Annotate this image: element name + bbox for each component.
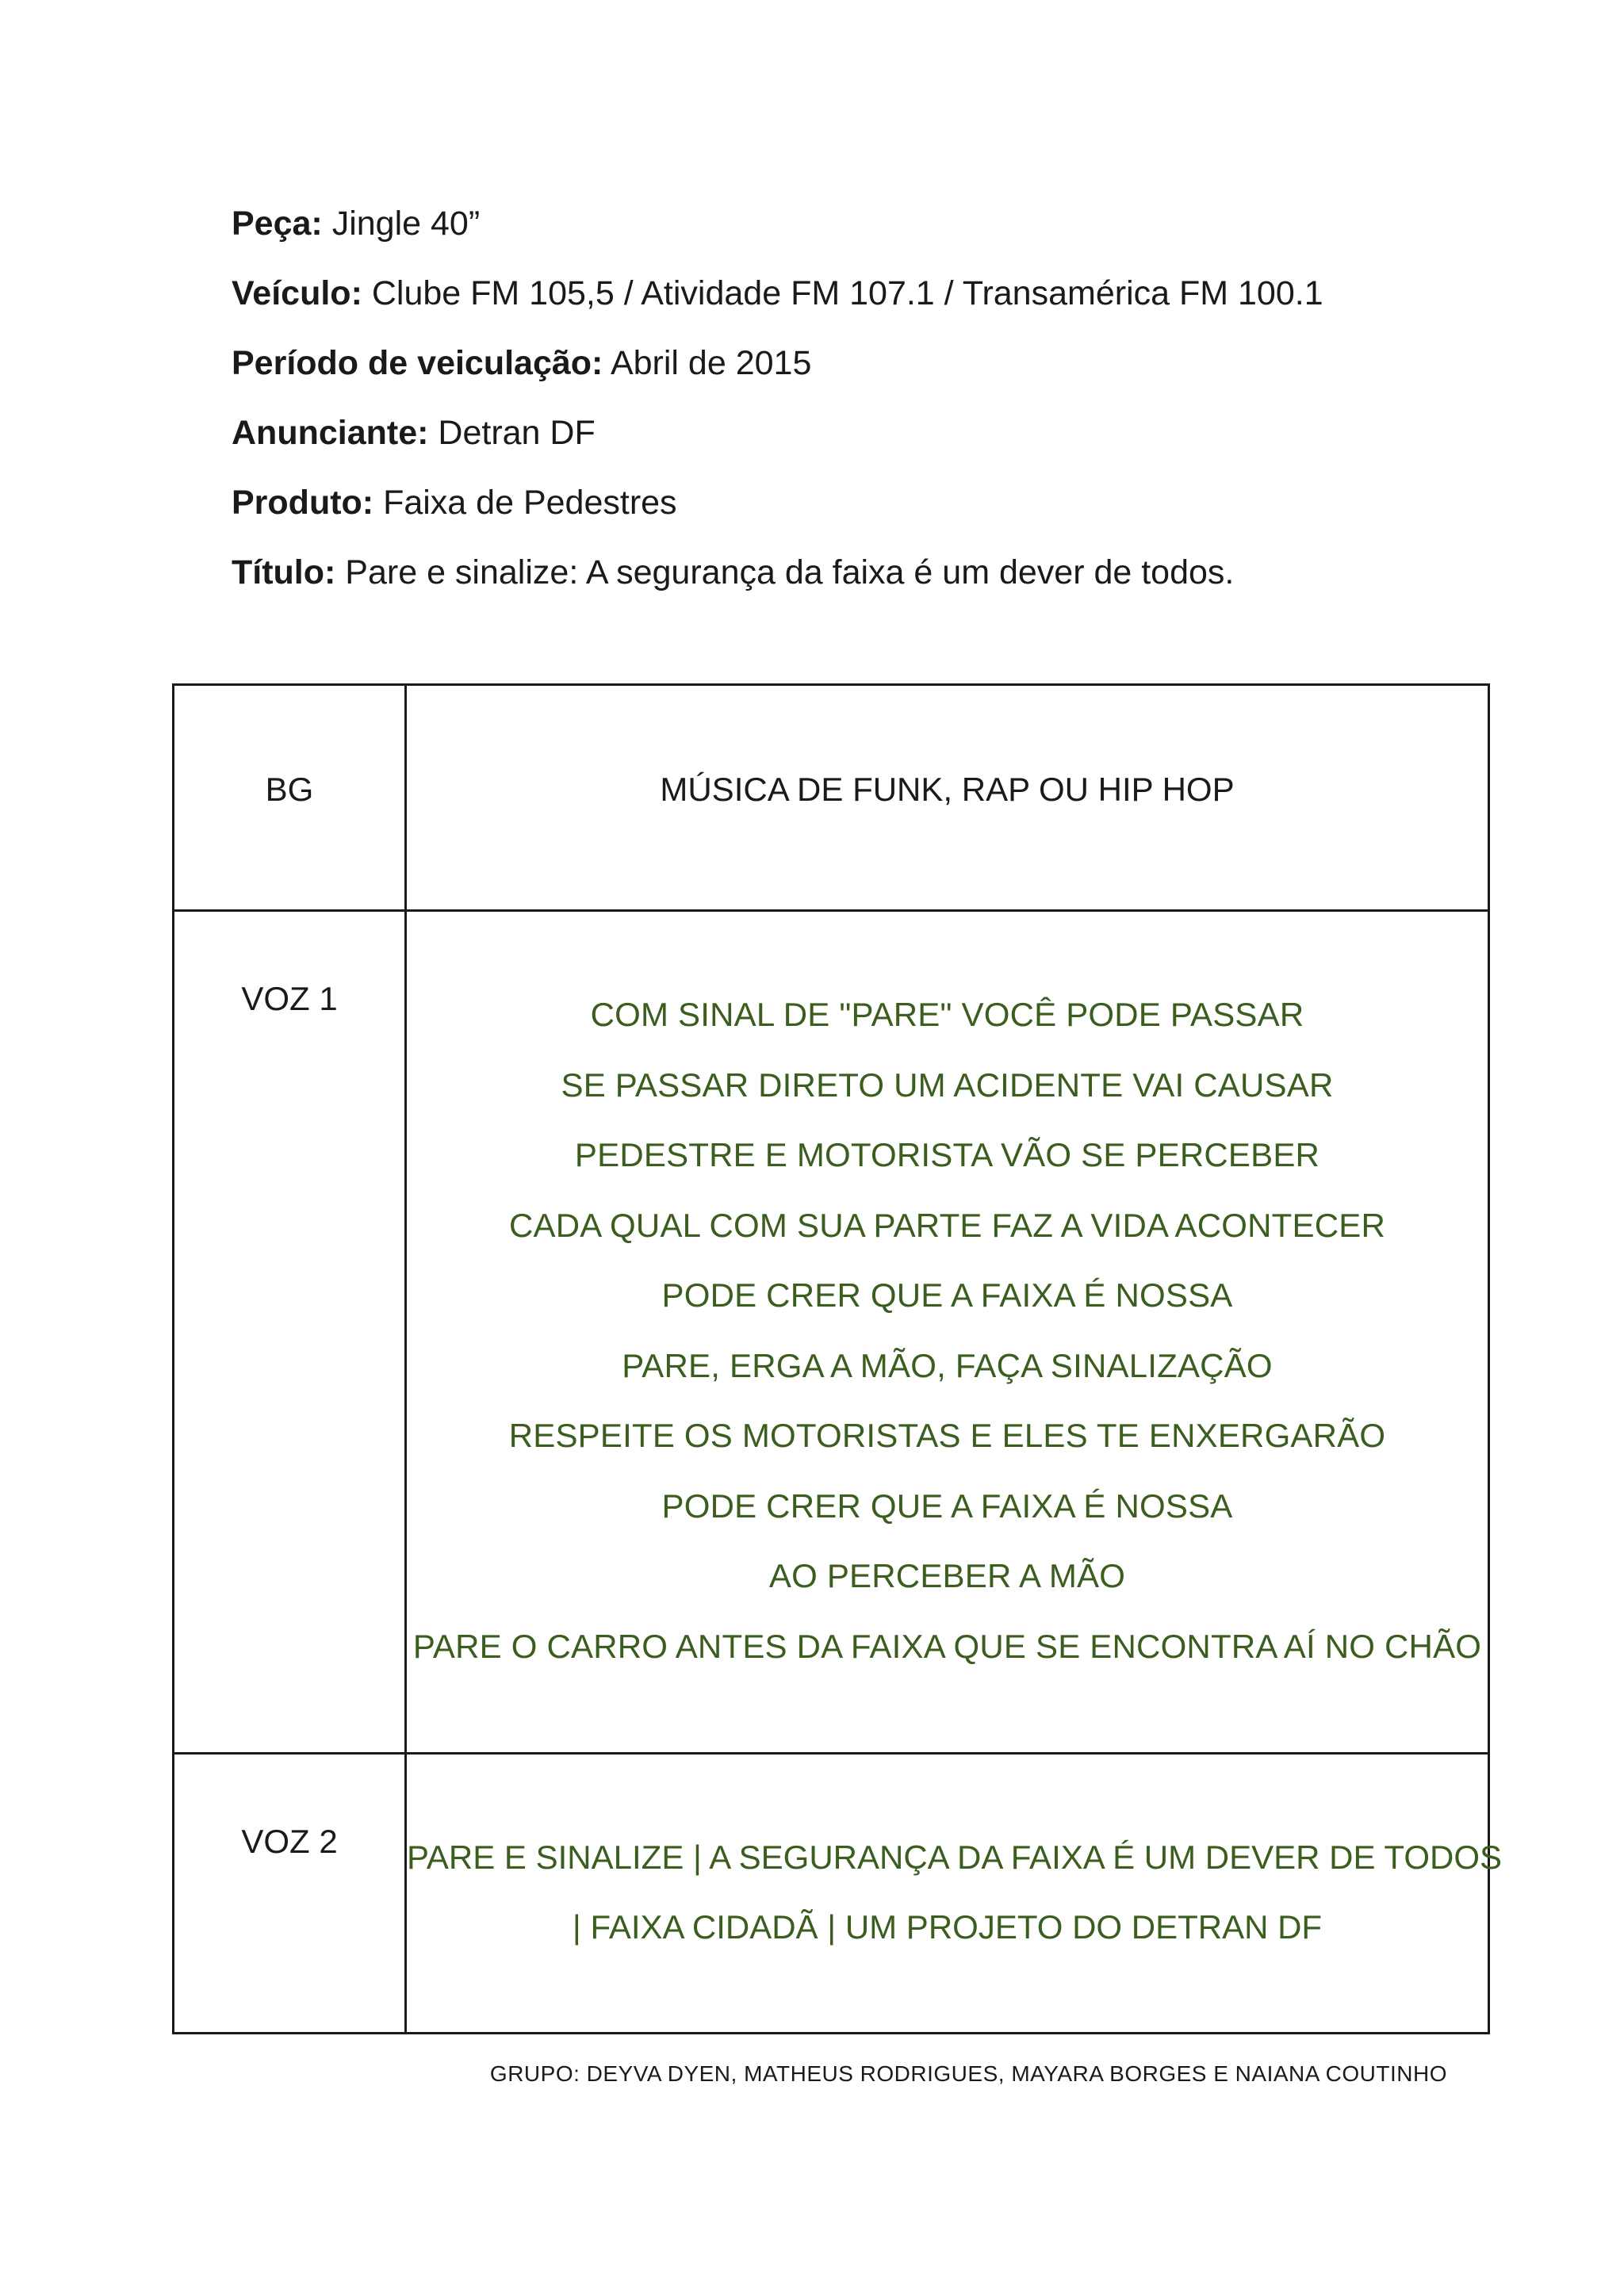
meta-key: Período de veiculação: <box>232 344 603 382</box>
meta-peca <box>232 189 1500 258</box>
meta-produto <box>232 468 1500 538</box>
table-row-bg <box>174 685 1489 911</box>
meta-value: Detran DF <box>428 414 596 452</box>
meta-titulo <box>232 538 1500 607</box>
lyric-line: AO PERCEBER A MÃO <box>768 1557 1126 1594</box>
meta-key: Título: <box>232 553 336 591</box>
row-label-voz2: VOZ 2 <box>241 1823 338 1860</box>
voz2-line: PARE E SINALIZE | A SEGURANÇA DA FAIXA É UM DEVER DE TODOS <box>407 1839 1502 1876</box>
row-label-voz2-cell <box>174 1754 406 2034</box>
lyric-line: PARE, ERGA A MÃO, FAÇA SINALIZAÇÃO <box>622 1346 1273 1384</box>
lyric-line: PODE CRER QUE A FAIXA É NOSSA <box>661 1487 1233 1525</box>
meta-value: Faixa de Pedestres <box>373 484 677 522</box>
lyric-line: PEDESTRE E MOTORISTA VÃO SE PERCEBER <box>574 1136 1320 1173</box>
lyric-line: PARE O CARRO ANTES DA FAIXA QUE SE ENCONTRA AÍ NO CHÃO <box>412 1627 1482 1665</box>
meta-value: Clube FM 105,5 / Atividade FM 107.1 / Transamérica FM 100.1 <box>362 274 1323 312</box>
table-row-voz2 <box>174 1754 1489 2034</box>
voz2-content-cell <box>406 1754 1502 2034</box>
lyric-line: CADA QUAL COM SUA PARTE FAZ A VIDA ACONTECER <box>509 1206 1385 1244</box>
meta-value: Pare e sinalize: A segurança da faixa é um dever de todos. <box>335 553 1235 591</box>
voz1-content-cell <box>406 911 1489 1754</box>
meta-periodo <box>232 328 1500 398</box>
meta-key: Anunciante: <box>232 414 429 452</box>
meta-value: Jingle 40” <box>322 205 481 243</box>
meta-key: Produto: <box>232 484 374 522</box>
meta-value: Abril de 2015 <box>603 344 812 382</box>
table-row-voz1 <box>174 911 1489 1754</box>
voz1-lyrics <box>407 912 1488 1682</box>
meta-key: Veículo: <box>232 274 362 312</box>
voz2-line: | FAIXA CIDADÃ | UM PROJETO DO DETRAN DF <box>572 1908 1323 1946</box>
brief-header <box>232 189 1500 607</box>
script-table <box>172 683 1502 2034</box>
bg-content: MÚSICA DE FUNK, RAP OU HIP HOP <box>406 685 1489 911</box>
lyric-line: COM SINAL DE "PARE" VOCÊ PODE PASSAR <box>590 996 1304 1033</box>
lyric-line: SE PASSAR DIRETO UM ACIDENTE VAI CAUSAR <box>561 1066 1334 1104</box>
lyric-line: RESPEITE OS MOTORISTAS E ELES TE ENXERGARÃO <box>508 1417 1386 1454</box>
lyric-line: PODE CRER QUE A FAIXA É NOSSA <box>661 1276 1233 1314</box>
voz2-text <box>407 1755 1502 1962</box>
group-credits: GRUPO: DEYVA DYEN, MATHEUS RODRIGUES, MAYARA BORGES E NAIANA COUTINHO <box>489 2061 1447 2086</box>
meta-veiculo <box>232 258 1500 328</box>
row-label-bg: BG <box>174 685 406 911</box>
row-label-voz1-cell <box>174 911 406 1754</box>
row-label-voz1: VOZ 1 <box>241 980 338 1017</box>
meta-key: Peça: <box>232 205 323 243</box>
meta-anunciante <box>232 398 1500 468</box>
